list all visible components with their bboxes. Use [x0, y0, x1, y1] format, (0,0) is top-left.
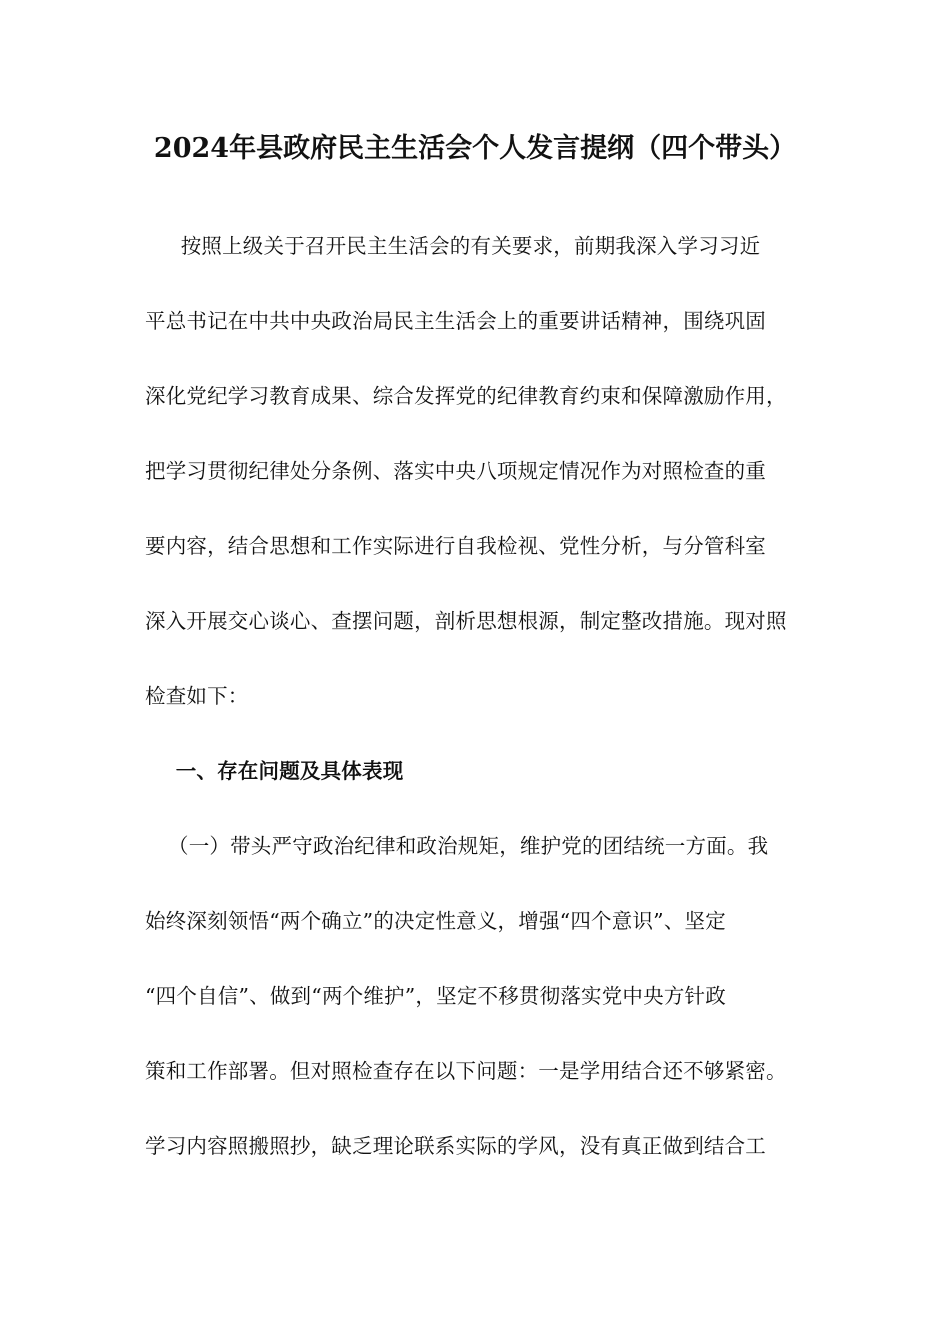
- paragraph-line: “四个自信”、做到“两个维护”，坚定不移贯彻落实党中央方针政: [145, 984, 726, 1008]
- paragraph-line: 学习内容照搬照抄，缺乏理论联系实际的学风，没有真正做到结合工: [145, 1134, 766, 1158]
- paragraph-line: 深化党纪学习教育成果、综合发挥党的纪律教育约束和保障激励作用，: [145, 384, 787, 408]
- paragraph-line: 要内容，结合思想和工作实际进行自我检视、党性分析，与分管科室: [145, 534, 766, 558]
- paragraph-line: 平总书记在中共中央政治局民主生活会上的重要讲话精神，围绕巩固: [145, 309, 766, 333]
- paragraph-line: 始终深刻领悟“两个确立”的决定性意义，增强“四个意识”、坚定: [145, 909, 726, 933]
- paragraph-line: （一）带头严守政治纪律和政治规矩，维护党的团结统一方面。我: [168, 834, 769, 858]
- paragraph-line: 深入开展交心谈心、查摆问题，剖析思想根源，制定整改措施。现对照: [145, 609, 787, 633]
- document-title: 2024年县政府民主生活会个人发言提纲（四个带头）: [153, 133, 797, 164]
- section-heading: 一、存在问题及具体表现: [155, 759, 404, 783]
- paragraph-line: 按照上级关于召开民主生活会的有关要求，前期我深入学习习近: [160, 234, 761, 258]
- paragraph-line: 检查如下：: [145, 684, 249, 708]
- paragraph-line: 策和工作部署。但对照检查存在以下问题：一是学用结合还不够紧密。: [145, 1059, 787, 1083]
- paragraph-line: 把学习贯彻纪律处分条例、落实中央八项规定情况作为对照检查的重: [145, 459, 766, 483]
